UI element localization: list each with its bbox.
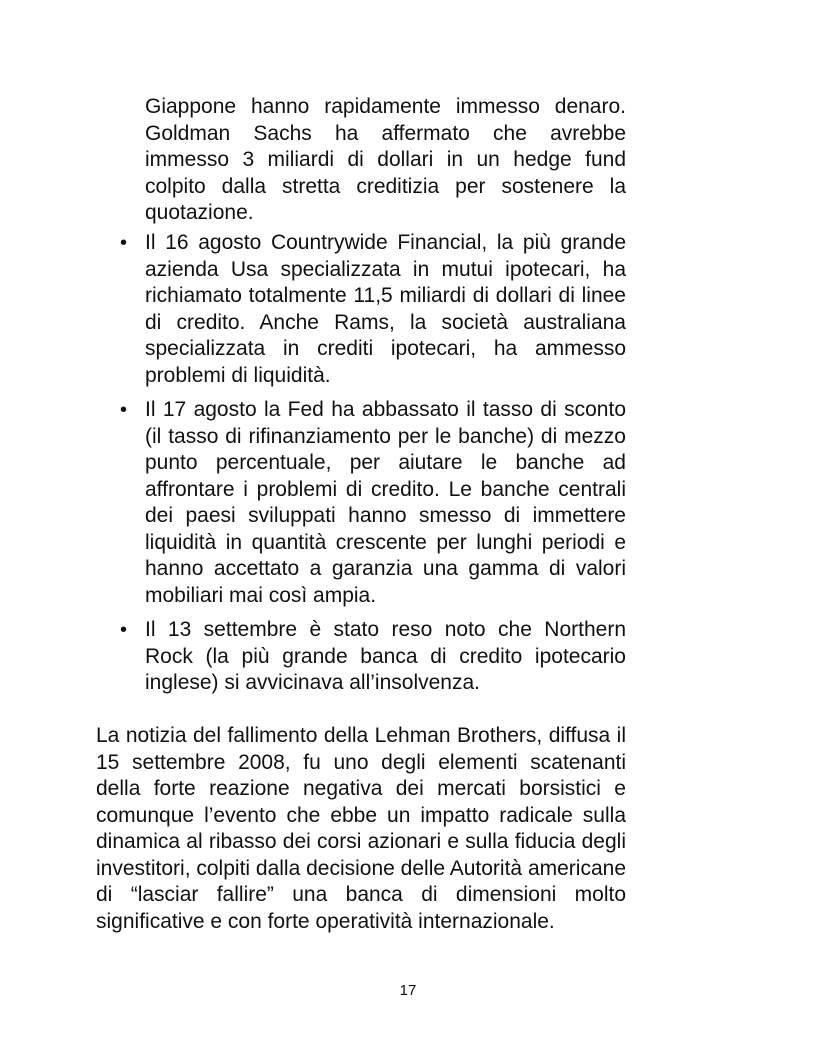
bullet-list xyxy=(117,230,626,697)
bullet-item xyxy=(117,617,626,697)
bullet-icon: • xyxy=(120,619,128,641)
bullet-item xyxy=(117,397,626,609)
body-paragraph: La notizia del fallimento della Lehman Brothers, diffusa il 15 settembre 2008, fu uno degli elementi scatenanti della forte reazione negativa dei mercati borsistici e comunque l’evento che ebbe un impatto radicale sulla dinamica al ribasso dei corsi azionari e sulla fiducia degli investitori, colpiti dalla decisione delle Autorità americane di “lasciar fallire” una banca di dimensioni molto significative e con forte operatività internazionale. xyxy=(96,724,626,933)
bullet-icon: • xyxy=(120,399,128,421)
bullet-icon: • xyxy=(120,232,128,254)
continued-paragraph: Giappone hanno rapidamente immesso denaro. Goldman Sachs ha affermato che avrebbe immesso 3 miliardi di dollari in un hedge fund colpito dalla stretta creditizia per sostenere la quotazione. xyxy=(145,95,626,224)
page-number: 17 xyxy=(399,982,417,999)
bullet-text: Il 13 settembre è stato reso noto che Northern Rock (la più grande banca di credito ipotecario inglese) si avvicinava all’insolvenza. xyxy=(145,618,626,694)
bullet-item xyxy=(117,230,626,389)
bullet-text: Il 17 agosto la Fed ha abbassato il tasso di sconto (il tasso di rifinanziamento per le banche) di mezzo punto percentuale, per aiutare le banche ad affrontare i problemi di credito. Le banche centrali dei paesi sviluppati hanno smesso di immettere liquidità in quantità crescente per lunghi periodi e hanno accettato a garanzia una gamma di valori mobiliari mai così ampia. xyxy=(145,398,626,607)
bullet-text: Il 16 agosto Countrywide Financial, la più grande azienda Usa specializzata in mutui ipotecari, ha richiamato totalmente 11,5 miliardi di dollari di linee di credito. Anche Rams, la società australiana specializzata in crediti ipotecari, ha ammesso problemi di liquidità. xyxy=(145,231,626,387)
